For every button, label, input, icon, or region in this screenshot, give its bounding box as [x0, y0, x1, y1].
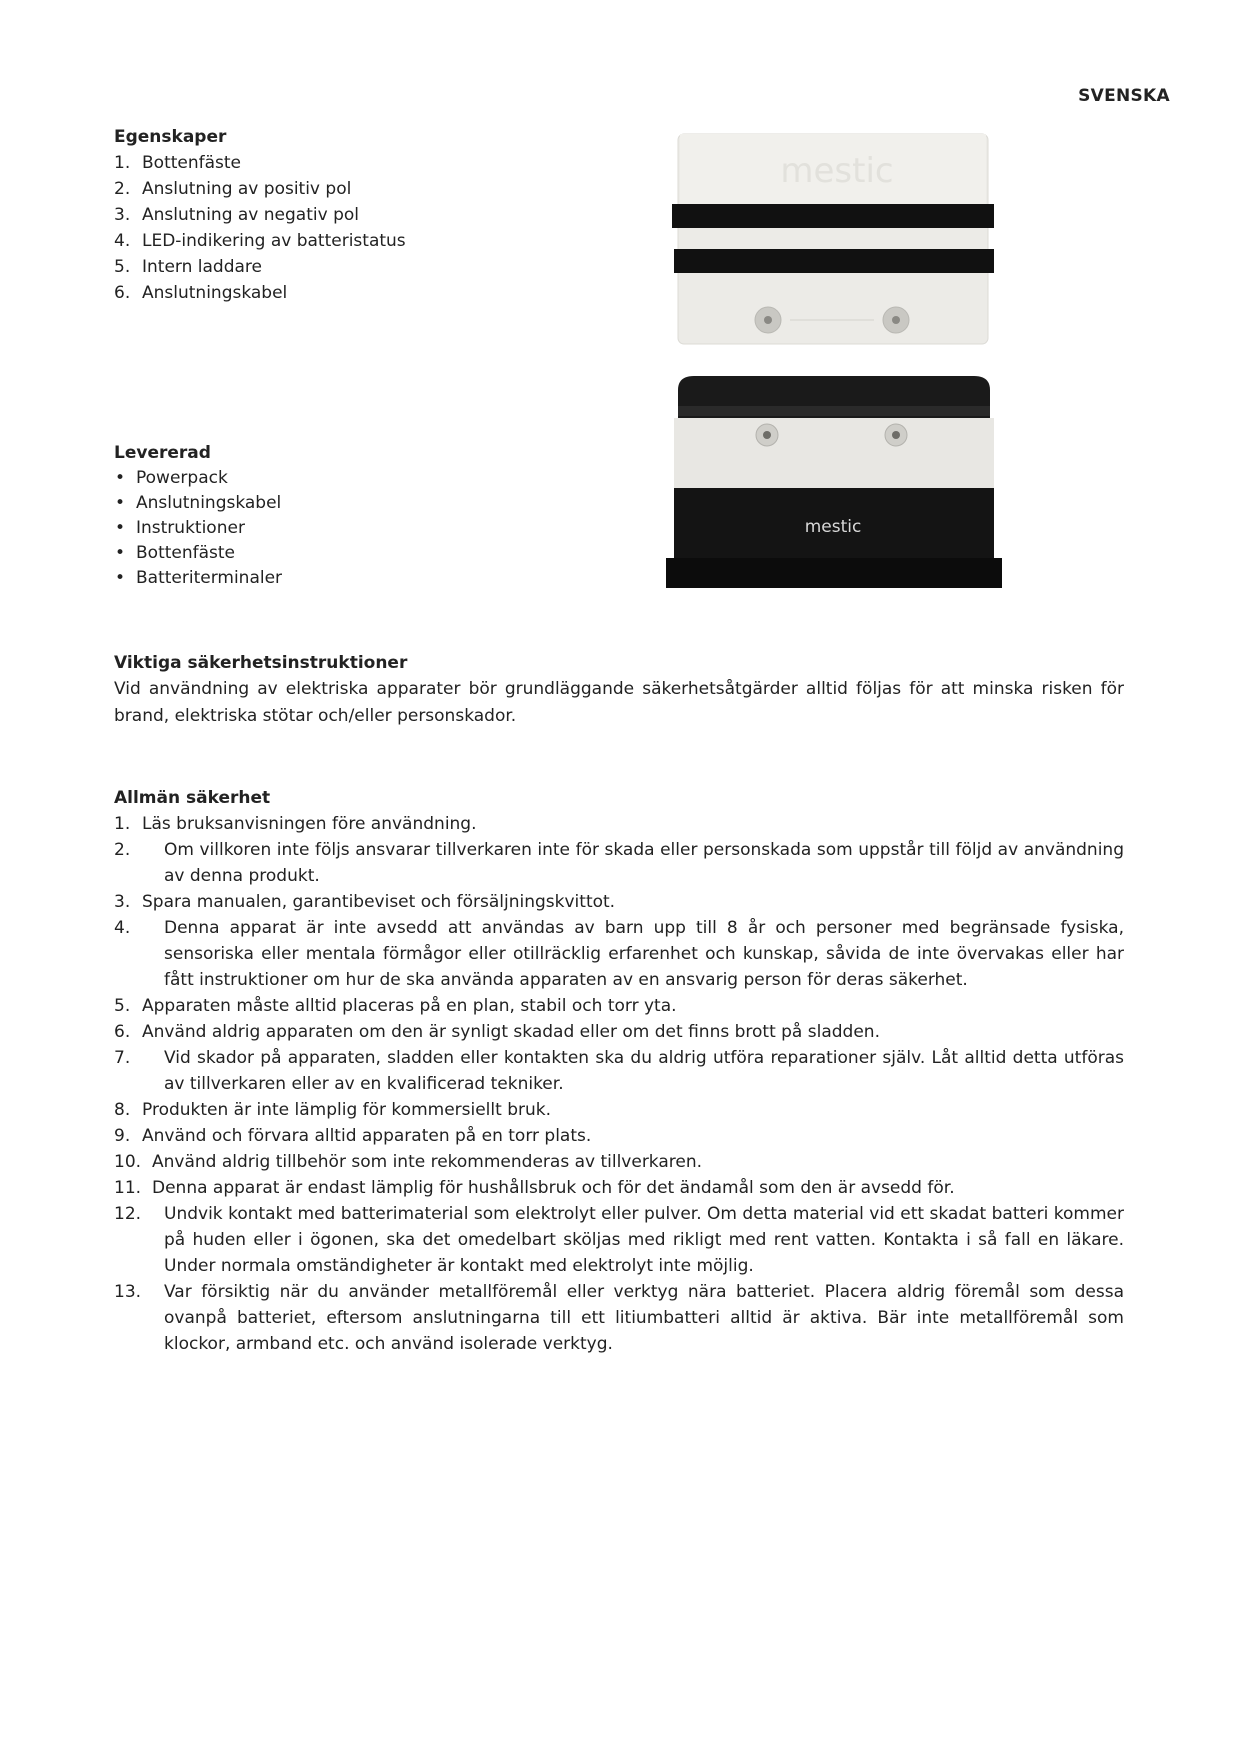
item-text: Använd aldrig tillbehör som inte rekommenderas av tillverkaren. [152, 1152, 703, 1172]
item-number: 8. [114, 1100, 131, 1120]
list-item [114, 837, 1124, 889]
features-section [114, 124, 406, 306]
list-item [114, 993, 1124, 1019]
item-text: Anslutningskabel [136, 493, 282, 513]
list-item [114, 566, 282, 591]
item-text: Denna apparat är inte avsedd att användas av barn upp till 8 år och personer med begränsade fysiska, sensoriska eller mentala förmågor eller otillräcklig erfarenhet och kunskap, såvida de inte övervakas eller har fått instruktioner om hur de ska använda apparaten av en ansvarig person för deras säkerhet. [164, 918, 1124, 990]
item-text: Anslutning av negativ pol [142, 205, 359, 225]
item-number: 3. [114, 205, 131, 225]
item-text: Powerpack [136, 468, 228, 488]
list-item [114, 1279, 1124, 1357]
features-heading: Egenskaper [114, 127, 227, 147]
item-text: Bottenfäste [136, 543, 236, 563]
bullet-icon: • [115, 518, 126, 538]
list-item [114, 491, 282, 516]
item-text: Var försiktig när du använder metallföremål eller verktyg nära batteriet. Placera aldrig föremål som dessa ovanpå batteriet, eftersom anslutningarna till ett litiumbatteri alltid är aktiva. Bär inte metallföremål som klockor, armband etc. och använd isolerade verktyg. [164, 1282, 1124, 1354]
item-text: Anslutning av positiv pol [142, 179, 352, 199]
general-safety-section [114, 785, 1124, 1357]
list-item [114, 1045, 1124, 1097]
list-item [114, 915, 1124, 993]
safety-instructions-section [114, 650, 1124, 730]
delivered-section [114, 440, 282, 591]
list-item [114, 541, 282, 566]
list-item [114, 228, 406, 254]
item-number: 6. [114, 1022, 131, 1042]
item-number: 6. [114, 283, 131, 303]
item-text: Produkten är inte lämplig för kommersiellt bruk. [142, 1100, 551, 1120]
safety-instructions-text: Vid användning av elektriska apparater bör grundläggande säkerhetsåtgärder alltid följas för att minska risken för brand, elektriska stötar och/eller personskador. [114, 679, 1124, 726]
list-item [114, 280, 406, 306]
bullet-icon: • [115, 568, 126, 588]
item-text: Spara manualen, garantibeviset och försäljningskvittot. [142, 892, 616, 912]
item-text: Instruktioner [136, 518, 245, 538]
safety-instructions-heading: Viktiga säkerhetsinstruktioner [114, 653, 408, 673]
item-text: Intern laddare [142, 257, 262, 277]
item-text: Undvik kontakt med batterimaterial som elektrolyt eller pulver. Om detta material vid ett skadat batteri kommer på huden eller i ögonen, ska det omedelbart sköljas med rikligt med rent vatten. Kontakta i så fall en läkare. Under normala omständigheter är kontakt med elektrolyt inte möjlig. [164, 1204, 1124, 1276]
item-number: 3. [114, 892, 131, 912]
list-item [114, 516, 282, 541]
list-item [114, 889, 1124, 915]
item-number: 4. [114, 231, 131, 251]
item-number: 9. [114, 1126, 131, 1146]
embossed-logo: mestic [780, 151, 894, 191]
bullet-icon: • [115, 468, 126, 488]
item-number: 4. [114, 918, 131, 938]
item-number: 1. [114, 814, 131, 834]
list-item [114, 1149, 1124, 1175]
item-number: 5. [114, 996, 131, 1016]
mestic-logo: mestic [804, 517, 862, 537]
list-item [114, 1097, 1124, 1123]
bullet-icon: • [115, 493, 126, 513]
delivered-heading: Levererad [114, 443, 211, 463]
list-item [114, 811, 1124, 837]
item-number: 2. [114, 840, 131, 860]
list-item [114, 150, 406, 176]
delivered-list [114, 466, 282, 591]
item-text: Använd och förvara alltid apparaten på en torr plats. [142, 1126, 592, 1146]
item-text: Batteriterminaler [136, 568, 283, 588]
list-item [114, 1019, 1124, 1045]
list-item [114, 1123, 1124, 1149]
language-label: SVENSKA [1078, 86, 1170, 106]
item-text: Använd aldrig apparaten om den är synligt skadad eller om det finns brott på sladden. [142, 1022, 880, 1042]
item-number: 13. [114, 1282, 142, 1302]
item-text: Om villkoren inte följs ansvarar tillverkaren inte för skada eller personskada som uppstår till följd av användning av denna produkt. [164, 840, 1124, 886]
item-text: Vid skador på apparaten, sladden eller kontakten ska du aldrig utföra reparationer själv. Låt alltid detta utföras av tillverkaren eller av en kvalificerad tekniker. [164, 1048, 1124, 1094]
list-item [114, 202, 406, 228]
product-front-view-image [664, 372, 1009, 597]
item-text: Apparaten måste alltid placeras på en plan, stabil och torr yta. [142, 996, 677, 1016]
item-text: LED-indikering av batteristatus [142, 231, 406, 251]
general-safety-heading: Allmän säkerhet [114, 788, 271, 808]
item-number: 11. [114, 1178, 142, 1198]
item-text: Denna apparat är endast lämplig för hushållsbruk och för det ändamål som den är avsedd för. [152, 1178, 955, 1198]
list-item [114, 1175, 1124, 1201]
item-number: 2. [114, 179, 131, 199]
item-number: 5. [114, 257, 131, 277]
item-number: 7. [114, 1048, 131, 1068]
list-item [114, 1201, 1124, 1279]
list-item [114, 254, 406, 280]
item-text: Anslutningskabel [142, 283, 288, 303]
product-top-view-image [672, 130, 1002, 350]
general-safety-list [114, 811, 1124, 1357]
features-list [114, 150, 406, 306]
bullet-icon: • [115, 543, 126, 563]
item-number: 10. [114, 1152, 142, 1172]
item-text: Bottenfäste [142, 153, 242, 173]
item-text: Läs bruksanvisningen före användning. [142, 814, 477, 834]
list-item [114, 466, 282, 491]
item-number: 1. [114, 153, 131, 173]
list-item [114, 176, 406, 202]
item-number: 12. [114, 1204, 142, 1224]
